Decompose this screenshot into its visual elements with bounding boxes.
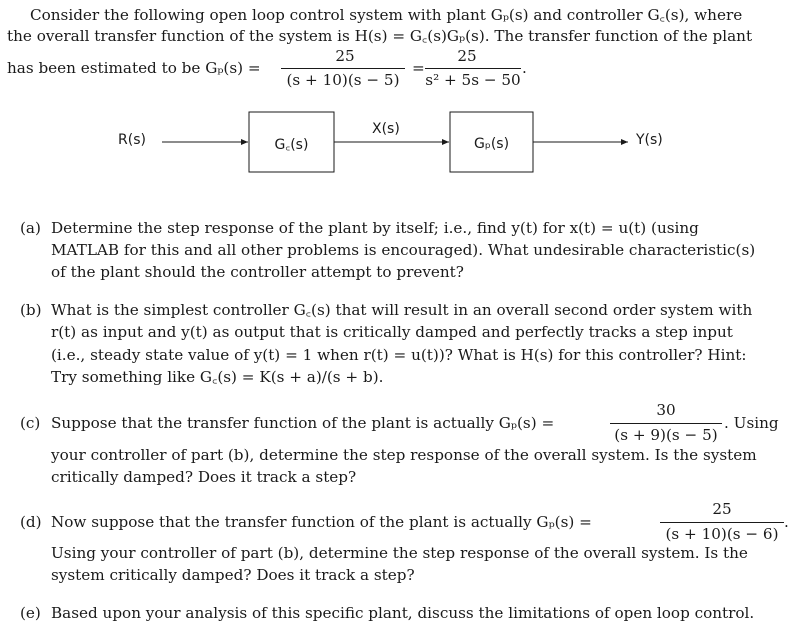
intro-line-2: the overall transfer function of the system is H(s) = G꜀(s)Gₚ(s). The transfer function of the plant [7, 27, 753, 45]
intro-frac1-numerator: 25 [335, 47, 355, 65]
diagram-output-label: Y(s) [636, 132, 663, 148]
part-d-line-2: Using your controller of part (b), determine the step response of the overall system. Is the [51, 544, 748, 562]
intro-frac2-denominator: s² + 5s − 50 [425, 71, 521, 89]
part-c-frac-numerator: 30 [656, 401, 676, 419]
part-d-line-1-suffix: . [784, 513, 789, 531]
intro-line-1: Consider the following open loop control system with plant Gₚ(s) and controller G꜀(s), where [30, 6, 743, 24]
part-d-line-1: Now suppose that the transfer function of the plant is actually Gₚ(s) = [51, 513, 592, 531]
part-b-label: (b) [20, 301, 42, 319]
intro-frac2-bar [425, 68, 521, 69]
intro-frac1-bar [281, 68, 405, 69]
intro-frac1-denominator: (s + 10)(s − 5) [286, 71, 400, 89]
part-d-frac-denominator: (s + 10)(s − 6) [665, 525, 779, 543]
intro-line-3: has been estimated to be Gₚ(s) = [7, 59, 261, 77]
part-b-line-4: Try something like G꜀(s) = K(s + a)/(s + b). [51, 368, 384, 386]
intro-frac2-numerator: 25 [457, 47, 477, 65]
part-e-label: (e) [20, 604, 41, 622]
part-a-line-2: MATLAB for this and all other problems is encouraged). What undesirable characteristic(s) [51, 241, 756, 259]
intro-equals: = [412, 59, 425, 77]
part-c-line-1: Suppose that the transfer function of the plant is actually Gₚ(s) = [51, 414, 555, 432]
part-b-line-2: r(t) as input and y(t) as output that is critically damped and perfectly tracks a step input [51, 323, 733, 341]
part-d-frac-numerator: 25 [712, 500, 732, 518]
diagram-intermediate-label: X(s) [372, 121, 400, 137]
diagram-input-label: R(s) [118, 132, 146, 148]
part-c-line-2: your controller of part (b), determine the step response of the overall system. Is the system [51, 446, 757, 464]
part-d-line-3: system critically damped? Does it track a step? [51, 566, 415, 584]
part-a-line-3: of the plant should the controller attempt to prevent? [51, 263, 464, 281]
part-c-label: (c) [20, 414, 41, 432]
part-a-line-1: Determine the step response of the plant by itself; i.e., find y(t) for x(t) = u(t) (using [51, 219, 699, 237]
part-a-label: (a) [20, 219, 41, 237]
part-c-line-1-suffix: . Using [724, 414, 779, 432]
intro-period: . [522, 59, 527, 77]
part-c-frac-denominator: (s + 9)(s − 5) [614, 426, 718, 444]
part-d-frac-bar [660, 522, 784, 523]
part-b-line-1: What is the simplest controller G꜀(s) that will result in an overall second order system with [51, 301, 753, 319]
diagram-controller-label: G꜀(s) [274, 137, 309, 153]
part-e-line-1: Based upon your analysis of this specific plant, discuss the limitations of open loop control. [51, 604, 755, 622]
part-c-line-3: critically damped? Does it track a step? [51, 468, 357, 486]
part-d-label: (d) [20, 513, 42, 531]
diagram-plant-label: Gₚ(s) [473, 136, 510, 152]
part-b-line-3: (i.e., steady state value of y(t) = 1 when r(t) = u(t))? What is H(s) for this controller? Hint: [51, 346, 747, 364]
part-c-frac-bar [610, 423, 722, 424]
